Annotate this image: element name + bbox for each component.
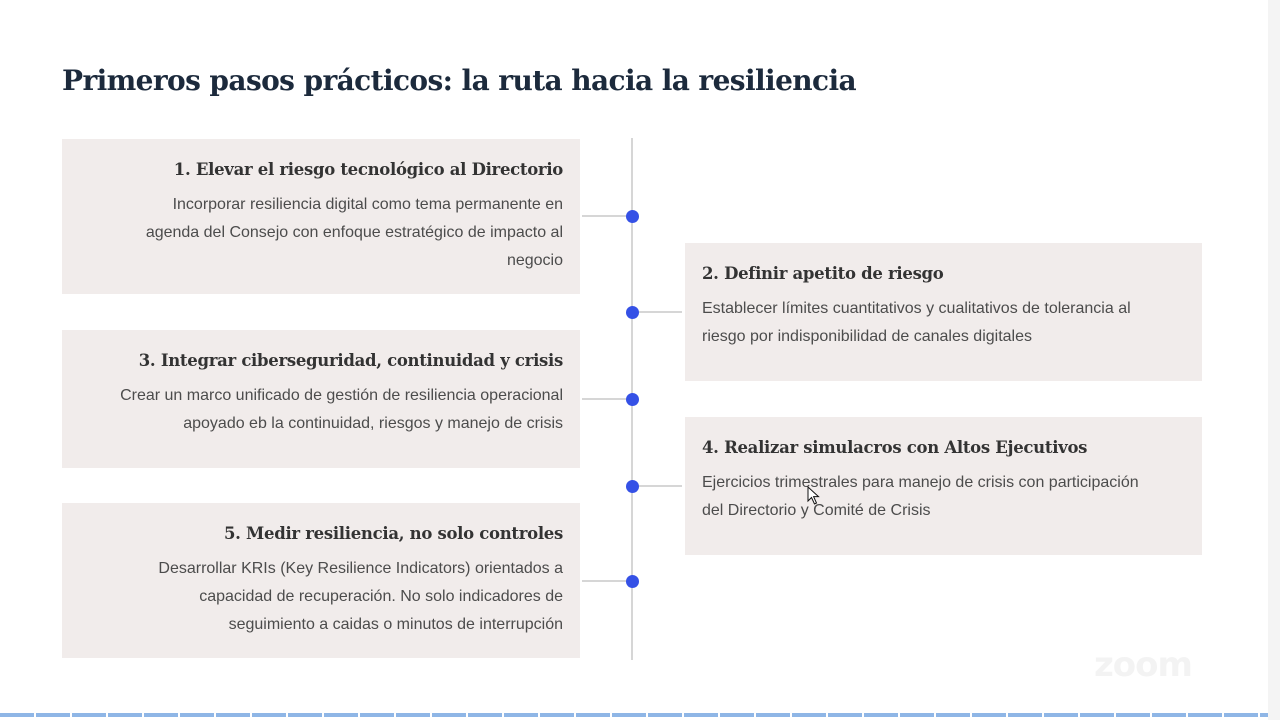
- step-1-description: [79, 191, 563, 275]
- step-1-title: 1. Elevar el riesgo tecnológico al Directorio: [173, 160, 563, 179]
- step-3-title: 3. Integrar ciberseguridad, continuidad y crisis: [138, 351, 563, 370]
- step-1-timeline-dot: [626, 210, 639, 223]
- step-4-line: Ejercicios trimestrales para manejo de crisis con participación: [702, 474, 1139, 491]
- step-card-5: [62, 503, 580, 658]
- step-2-description: [702, 295, 1185, 351]
- step-2-connector: [632, 311, 682, 313]
- step-1-line: negocio: [506, 252, 563, 269]
- step-card-4: [685, 417, 1202, 555]
- step-3-line: apoyado eb la continuidad, riesgos y manejo de crisis: [183, 415, 563, 432]
- step-card-2: [685, 243, 1202, 381]
- step-1-line: agenda del Consejo con enfoque estratégico de impacto al: [145, 224, 563, 241]
- step-4-connector: [632, 485, 682, 487]
- step-5-description: [79, 555, 563, 639]
- step-5-line: seguimiento a caidas o minutos de interrupción: [228, 616, 563, 633]
- step-4-line: del Directorio y Comité de Crisis: [702, 502, 931, 519]
- step-4-description: [702, 469, 1185, 525]
- step-3-description: [79, 382, 563, 438]
- step-5-line: capacidad de recuperación. No solo indicadores de: [199, 588, 563, 605]
- step-3-timeline-dot: [626, 393, 639, 406]
- step-4-title: 4. Realizar simulacros con Altos Ejecutivos: [702, 438, 1088, 457]
- step-3-connector: [582, 398, 632, 400]
- step-5-connector: [582, 580, 632, 582]
- step-5-line: Desarrollar KRIs (Key Resilience Indicators) orientados a: [158, 560, 563, 577]
- step-5-timeline-dot: [626, 575, 639, 588]
- step-1-line: Incorporar resiliencia digital como tema permanente en: [172, 196, 563, 213]
- step-5-title: 5. Medir resiliencia, no solo controles: [223, 524, 563, 543]
- step-2-line: Establecer límites cuantitativos y cualitativos de tolerancia al: [702, 300, 1131, 317]
- step-card-3: [62, 330, 580, 468]
- step-2-title: 2. Definir apetito de riesgo: [702, 264, 944, 283]
- screen-share-progress-bar: [0, 713, 1268, 717]
- step-2-timeline-dot: [626, 306, 639, 319]
- zoom-watermark: zoom: [1094, 645, 1192, 685]
- step-card-1: [62, 139, 580, 294]
- step-4-timeline-dot: [626, 480, 639, 493]
- step-3-line: Crear un marco unificado de gestión de resiliencia operacional: [120, 387, 563, 404]
- mouse-pointer-icon: [807, 486, 821, 506]
- slide-title: Primeros pasos prácticos: la ruta hacia la resiliencia: [62, 64, 857, 97]
- screen-edge: [1268, 0, 1280, 720]
- step-2-line: riesgo por indisponibilidad de canales digitales: [702, 328, 1032, 345]
- step-1-connector: [582, 215, 632, 217]
